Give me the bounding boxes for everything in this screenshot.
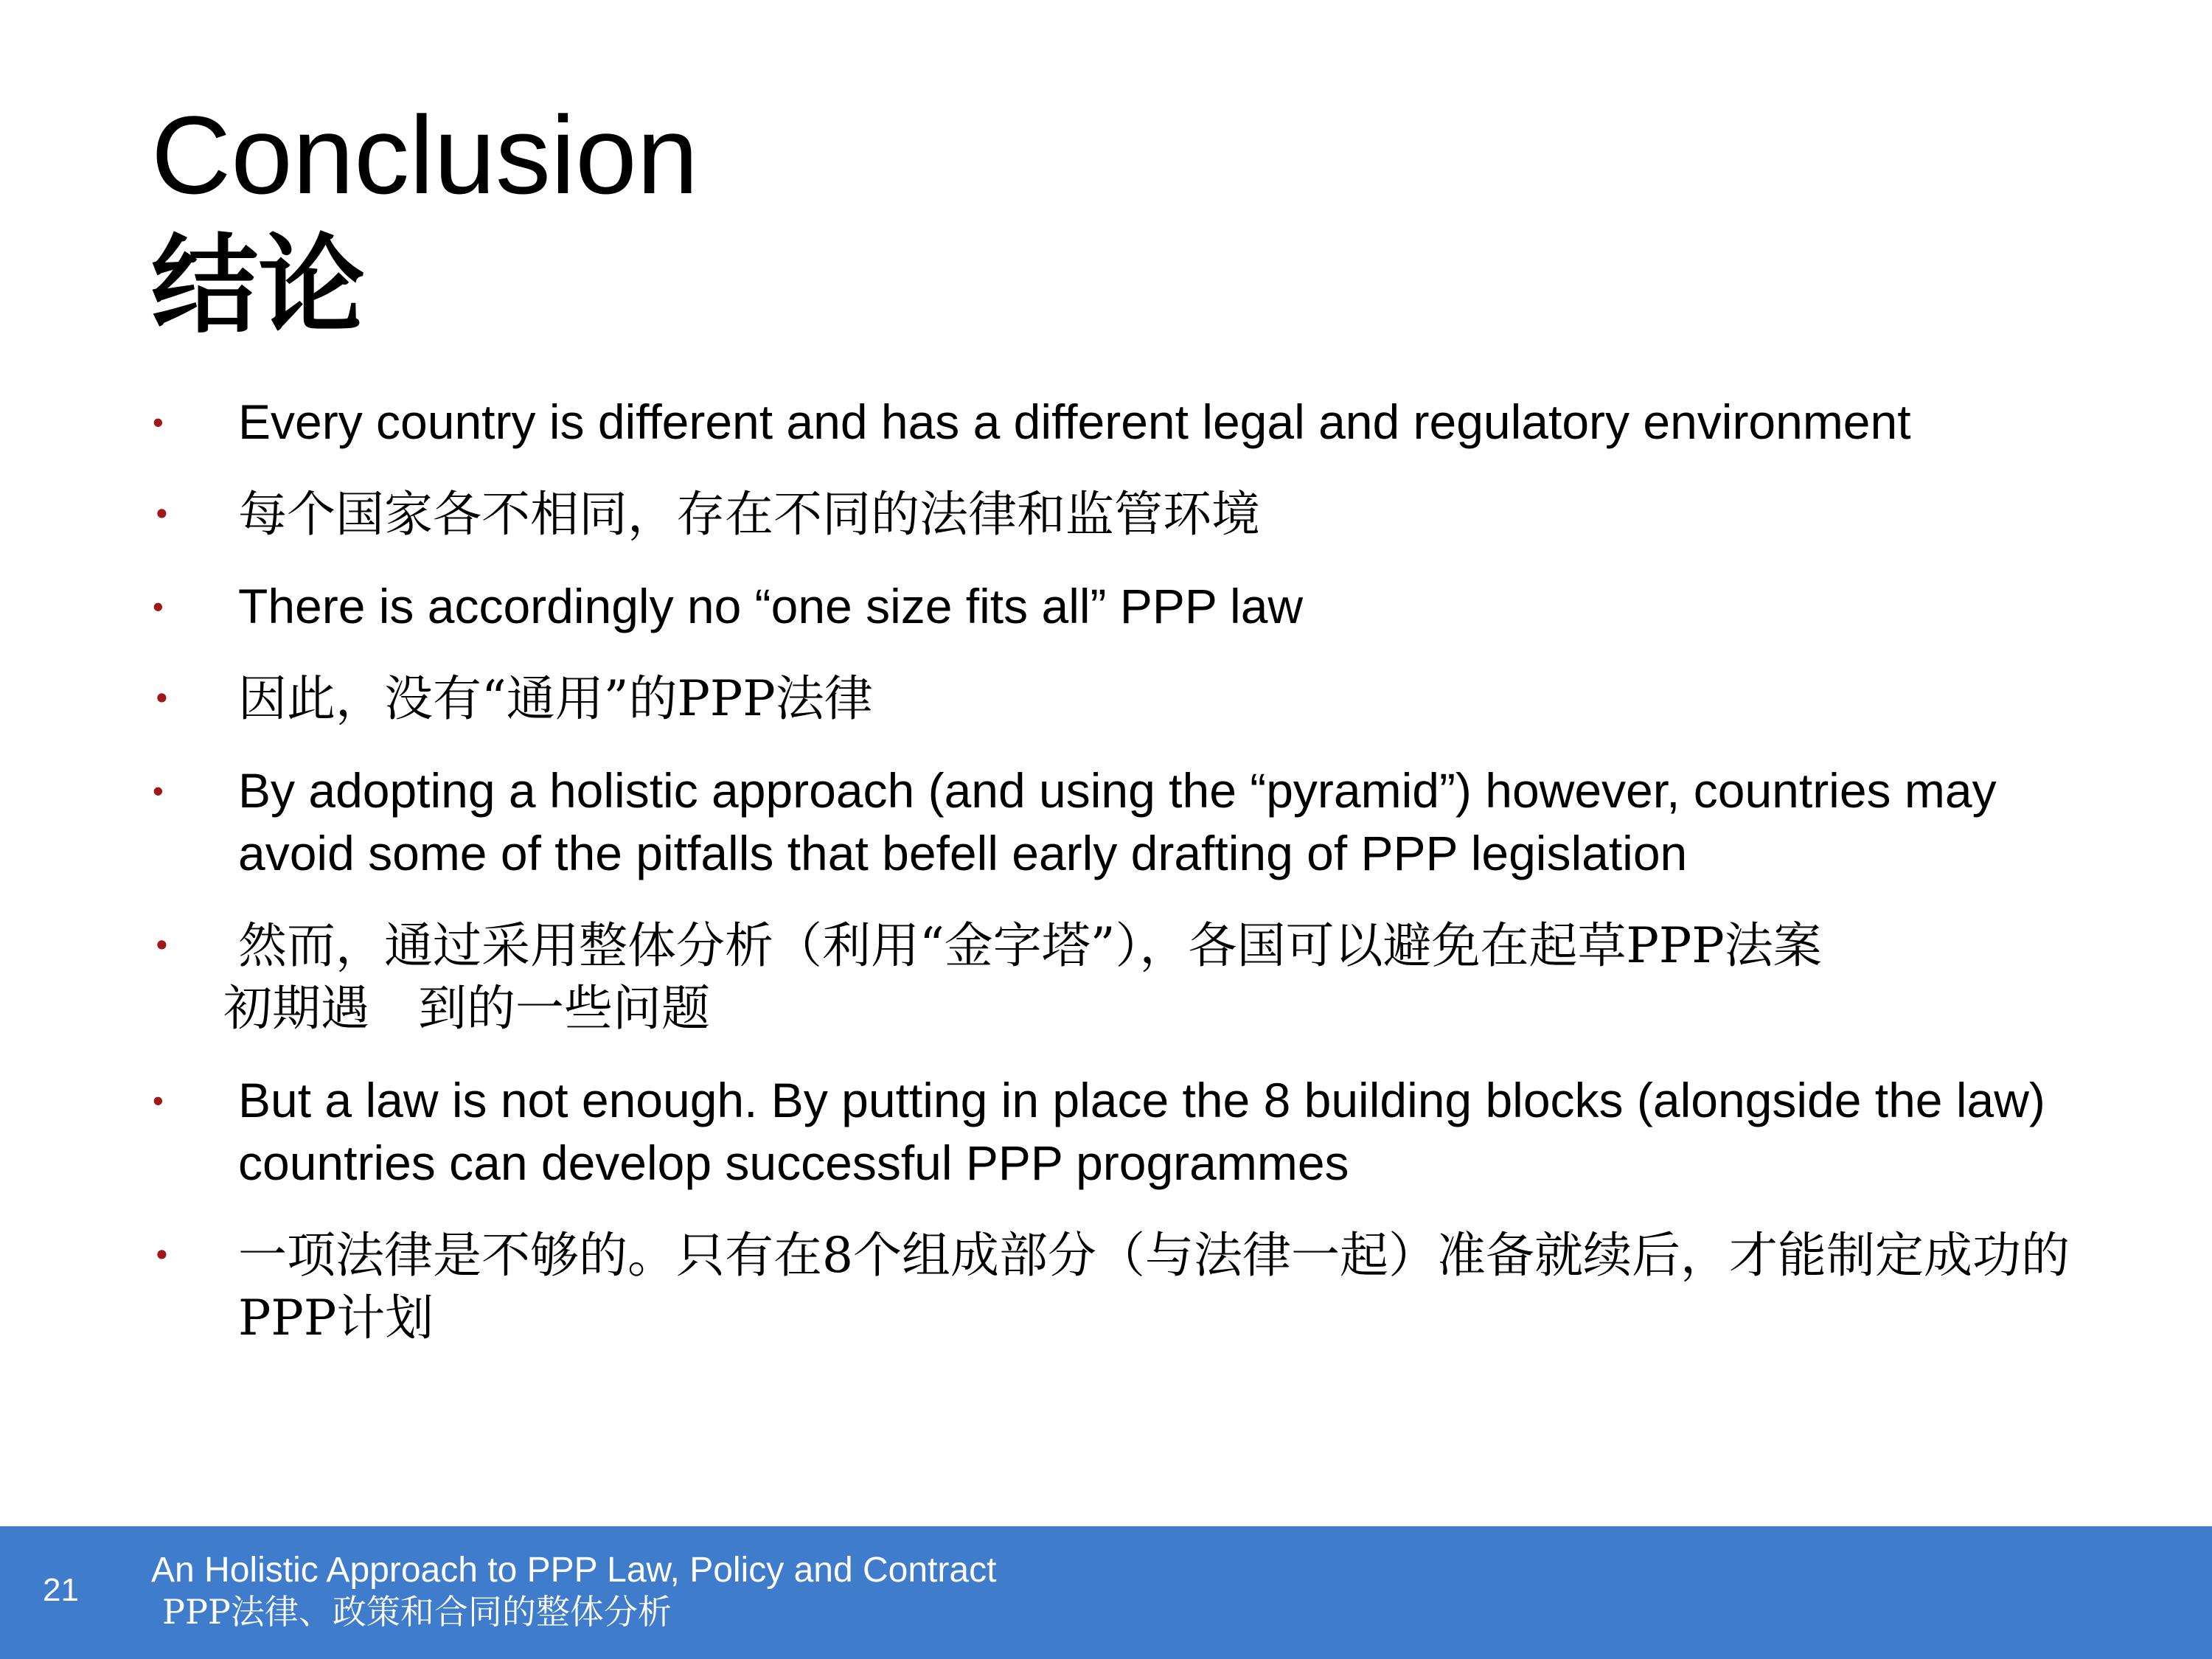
bullet-text: 每个国家各不相同，存在不同的法律和监管环境 xyxy=(238,486,1260,543)
footer-bar xyxy=(0,1526,2212,1659)
bullet-text: 一项法律是不够的。只有在8个组成部分（与法律一起）准备就续后，才能制定成功的PPP计划 xyxy=(238,1227,2070,1346)
bullet-text: Every country is different and has a different legal and regulatory environment xyxy=(238,394,1911,449)
bullet-item-1 xyxy=(151,391,2083,453)
bullet-dot-icon: • xyxy=(153,681,171,717)
bullet-dot-icon: • xyxy=(153,1083,164,1118)
bullet-item-2 xyxy=(151,483,2083,546)
bullet-item-6 xyxy=(151,914,2083,1040)
bullet-item-7 xyxy=(151,1069,2083,1194)
bullet-list xyxy=(151,391,2083,1379)
bullet-dot-icon: • xyxy=(153,405,164,439)
bullet-item-5 xyxy=(151,759,2083,885)
bullet-item-4 xyxy=(151,667,2083,730)
bullet-text: But a law is not enough. By putting in place the 8 building blocks (alongside the law) countries can develop successful PPP programmes xyxy=(238,1073,2059,1190)
bullet-text: There is accordingly no “one size fits all” PPP law xyxy=(238,579,1304,633)
bullet-dot-icon: • xyxy=(153,928,171,964)
bullet-dot-icon: • xyxy=(153,589,164,624)
title-block xyxy=(151,88,698,350)
bullet-item-3 xyxy=(151,575,2083,638)
bullet-dot-icon: • xyxy=(153,1237,171,1273)
slide-title-en: Conclusion xyxy=(151,93,699,217)
bullet-dot-icon: • xyxy=(153,773,164,808)
bullet-text-line2: 初期遇 到的一些问题 xyxy=(223,980,710,1037)
bullet-text: By adopting a holistic approach (and using the “pyramid”) however, countries may avoid some of the pitfalls that befell early drafting of PPP legislation xyxy=(238,763,2010,880)
slide-title-zh: 结论 xyxy=(151,223,365,348)
bullet-dot-icon: • xyxy=(153,496,171,532)
bullet-text-line1: 然而，通过采用整体分析（利用“金字塔”），各国可以避免在起草PPP法案 xyxy=(238,917,1822,974)
page-number: 21 xyxy=(43,1572,79,1608)
bullet-text: 因此，没有“通用”的PPP法律 xyxy=(238,670,873,727)
footer-title-en: An Holistic Approach to PPP Law, Policy and Contract xyxy=(151,1551,997,1590)
footer-title-zh: PPP法律、政策和合同的整体分析 xyxy=(162,1592,672,1632)
bullet-item-8 xyxy=(151,1224,2083,1349)
